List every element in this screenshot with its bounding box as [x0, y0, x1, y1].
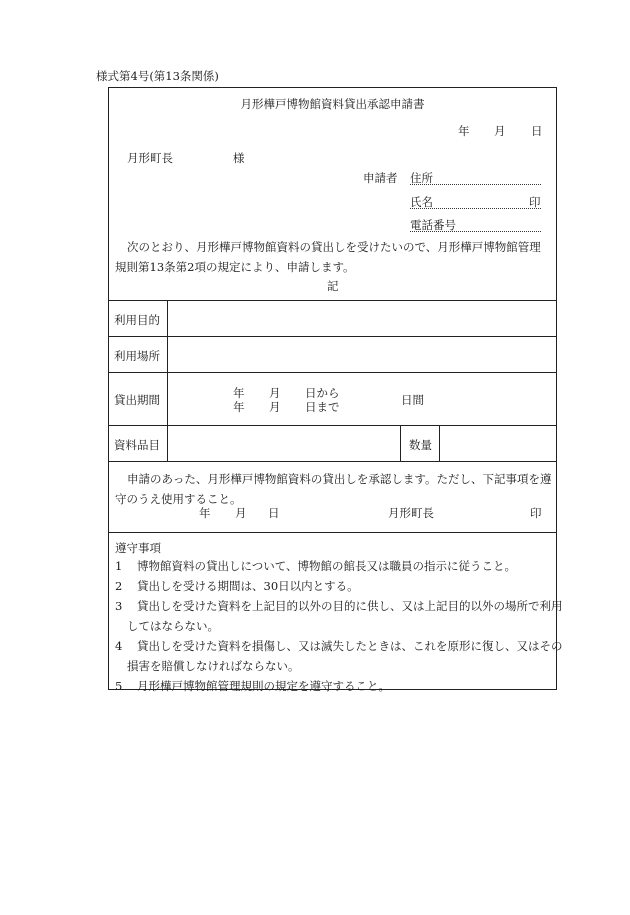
items-label: 資料品目	[114, 438, 160, 452]
ki-label: 記	[327, 279, 339, 293]
applicant-seal: 印	[529, 195, 541, 209]
divider	[109, 336, 556, 337]
divider	[109, 461, 556, 462]
request-text: 次のとおり、月形樺戸博物館資料の貸出しを受けたいので、月形樺戸博物館管理規則第13条第2項の規定により、申請します。	[115, 240, 541, 274]
column-divider	[167, 300, 168, 461]
approval-seal: 印	[530, 506, 542, 520]
divider	[109, 300, 556, 301]
date-month: 月	[494, 124, 506, 138]
notice-item	[115, 556, 569, 576]
notice-number: 4	[115, 639, 123, 653]
approval-text: 申請のあった、月形樺戸博物館資料の貸出しを承認します。ただし、下記事項を遵守のうえ使用すること。	[115, 472, 552, 506]
approval-day: 日	[268, 506, 280, 520]
approval-year: 年	[199, 506, 211, 520]
period-from-month: 月	[269, 386, 281, 400]
quantity-label: 数量	[409, 438, 432, 452]
items-input[interactable]	[169, 427, 398, 460]
notice-number: 2	[115, 579, 123, 593]
divider	[109, 532, 556, 533]
notice-item	[115, 636, 565, 676]
notice-item	[115, 576, 569, 596]
notice-text: 月形樺戸博物館管理規則の規定を遵守すること。	[137, 679, 390, 693]
place-input[interactable]	[169, 338, 555, 371]
period-to-year: 年	[233, 400, 245, 414]
notice-text: 貸出しを受ける期間は、30日以内とする。	[137, 579, 359, 593]
period-label: 貸出期間	[114, 393, 160, 407]
divider	[109, 372, 556, 373]
notice-text: 貸出しを受けた資料を上記目的以外の目的に供し、又は上記目的以外の場所で利用してはならない。	[127, 599, 563, 633]
purpose-label: 利用目的	[114, 313, 160, 327]
application-form	[108, 87, 563, 693]
date-year: 年	[458, 124, 470, 138]
notice-number: 3	[115, 599, 123, 613]
address-field[interactable]	[410, 170, 541, 185]
notice-text: 博物館資料の貸出しについて、博物館の館長又は職員の指示に従うこと。	[137, 559, 517, 573]
approval-signer: 月形町長	[388, 506, 434, 520]
period-from-year: 年	[233, 386, 245, 400]
period-from-day: 日から	[305, 386, 340, 400]
place-label: 利用場所	[114, 349, 160, 363]
notice-item	[115, 676, 569, 696]
notice-number: 5	[115, 679, 123, 693]
purpose-input[interactable]	[169, 302, 555, 335]
notices-heading: 遵守事項	[115, 541, 161, 555]
notice-item	[115, 596, 565, 636]
approval-month: 月	[235, 506, 247, 520]
phone-field[interactable]	[410, 217, 541, 232]
column-divider	[439, 425, 440, 461]
period-days: 日間	[401, 393, 424, 407]
notice-text: 貸出しを受けた資料を損傷し、又は滅失したときは、これを原形に復し、又はその損害を賠償しなければならない。	[127, 639, 563, 673]
date-day: 日	[531, 124, 543, 138]
name-field[interactable]	[410, 194, 541, 209]
applicant-label: 申請者	[363, 171, 398, 185]
name-label: 氏名	[410, 195, 433, 209]
column-divider	[400, 425, 401, 461]
phone-label: 電話番号	[410, 218, 456, 232]
quantity-input[interactable]	[441, 427, 555, 460]
form-number: 様式第4号(第13条関係)	[96, 69, 219, 83]
form-title: 月形樺戸博物館資料貸出承認申請書	[240, 97, 425, 111]
addressee-honorific: 様	[233, 151, 245, 165]
address-label: 住所	[410, 171, 433, 185]
period-to-month: 月	[269, 400, 281, 414]
notice-number: 1	[115, 559, 123, 573]
divider	[109, 425, 556, 426]
period-to-day: 日まで	[305, 400, 340, 414]
addressee-name: 月形町長	[127, 151, 173, 165]
